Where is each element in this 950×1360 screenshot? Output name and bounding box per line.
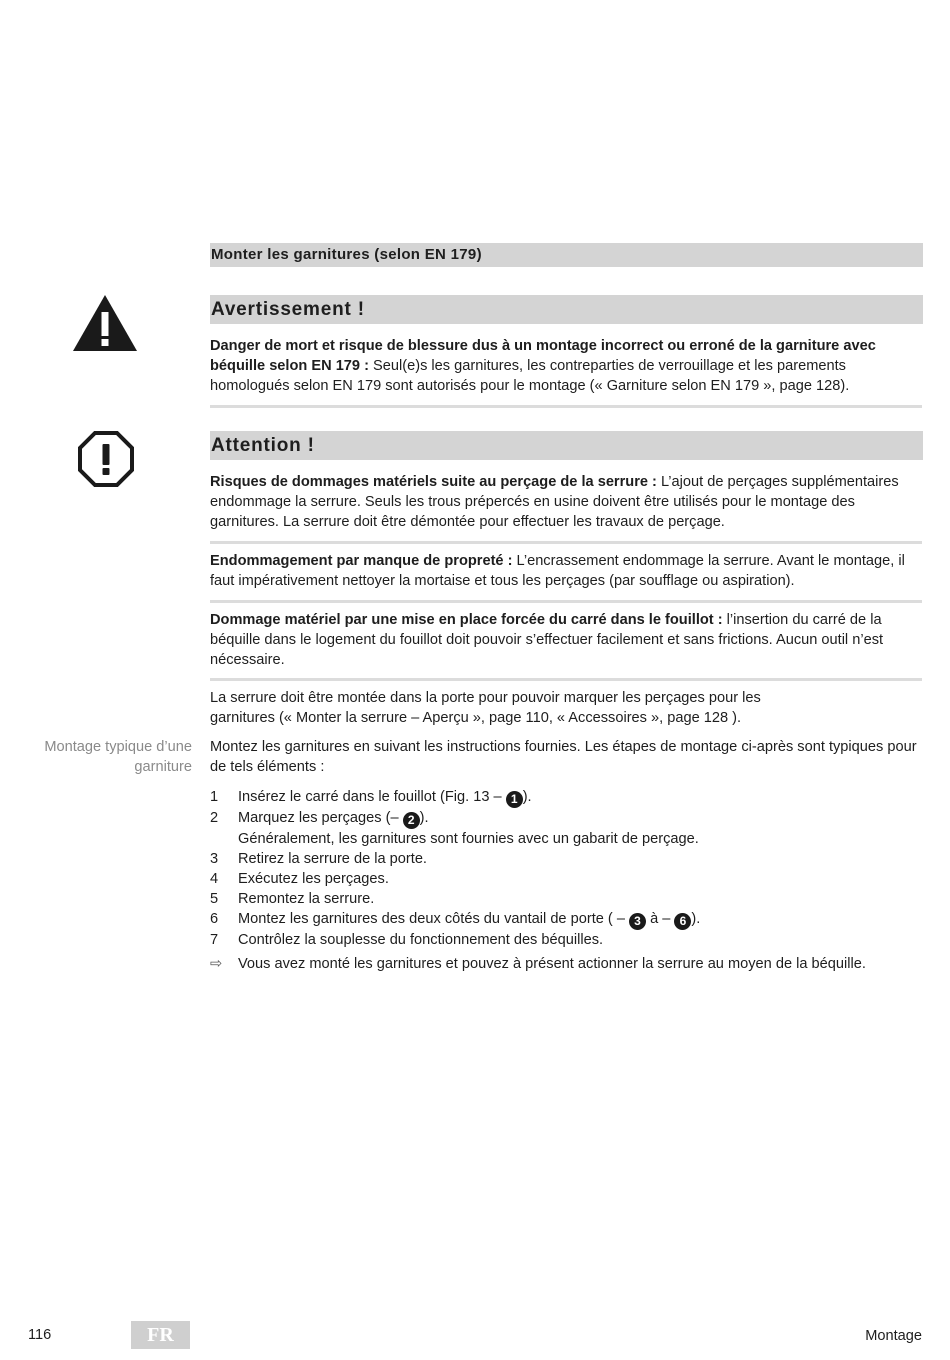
warning-body: Seul(e)s les garnitures, les contreparties de verrouillage et les parements homologués selon EN 179 sont autorisés pour le montage (« Garniture selon EN 179 », page 128). xyxy=(210,358,850,394)
attention-item-text: L’encrassement endommage la serrure. Avant le montage, il faut impérativement nettoyer la mortaise et tous les perçages (par soufflage ou aspiration). xyxy=(210,553,905,589)
list-item xyxy=(210,930,922,950)
attention-heading: Attention ! xyxy=(210,431,923,460)
warning-text xyxy=(210,336,922,396)
attention-item-bold: Endommagement par manque de propreté : xyxy=(210,553,513,569)
list-item xyxy=(210,909,922,930)
circled-number-icon: 2 xyxy=(403,812,420,829)
step-text: Exécutez les perçages. xyxy=(238,871,389,887)
step-number: 5 xyxy=(210,891,219,907)
step-text: Marquez les perçages (– xyxy=(238,810,403,826)
step-number: 4 xyxy=(210,871,219,887)
step-number: 7 xyxy=(210,932,219,948)
result-item xyxy=(210,954,922,974)
step-text-end: ). xyxy=(691,911,701,927)
side-label: Montage typique d’une garniture xyxy=(44,739,192,775)
attention-item-bold: Risques de dommages matériels suite au perçage de la serrure : xyxy=(210,474,657,490)
list-item xyxy=(210,889,922,909)
list-item xyxy=(210,869,922,889)
step-number: 2 xyxy=(210,810,219,826)
attention-item-text: L’ajout de perçages supplémentaires endommage la serrure. Seuls les trous prépercés en usine doivent être utilisés pour le montage des garnitures. La serrure doit être démontée pour effectuer les travaux de perçage. xyxy=(210,474,899,530)
attention-item-text: l’insertion du carré de la béquille dans le logement du fouillot doit pouvoir s’effectuer facilement et sans frictions. Aucun outil n’est nécessaire. xyxy=(210,612,884,668)
page-number: 116 xyxy=(28,1327,52,1343)
step-text-mid: à – xyxy=(646,911,675,927)
note-paragraph: La serrure doit être montée dans la porte pour pouvoir marquer les perçages pour les garnitures (« Monter la serrure – Aperçu », page 110, « Accessoires », page 128 ). xyxy=(210,690,761,726)
step-text: Montez les garnitures des deux côtés du vantail de porte ( – xyxy=(238,911,630,927)
warning-bold-lead: Danger de mort et risque de blessure dus à un montage incorrect ou erroné de la garniture avec béquille selon EN 179 : xyxy=(210,338,876,374)
chapter-name: Montage xyxy=(865,1328,922,1344)
circled-number-icon: 1 xyxy=(506,791,523,808)
divider xyxy=(210,600,922,603)
intro-paragraph: Montez les garnitures en suivant les instructions fournies. Les étapes de montage ci-après sont typiques pour de tels éléments : xyxy=(210,739,917,775)
step-text-end: ). xyxy=(522,789,532,805)
arrow-right-outline-icon: ⇨ xyxy=(210,956,223,972)
step-number: 3 xyxy=(210,851,219,867)
step-number: 1 xyxy=(210,789,219,805)
attention-item-bold: Dommage matériel par une mise en place forcée du carré dans le fouillot : xyxy=(210,612,723,628)
step-text: Remontez la serrure. xyxy=(238,891,375,907)
list-item xyxy=(210,787,922,808)
divider xyxy=(210,678,922,681)
step-number: 6 xyxy=(210,911,219,927)
circled-number-icon: 3 xyxy=(629,913,646,930)
result-text: Vous avez monté les garnitures et pouvez à présent actionner la serrure au moyen de la béquille. xyxy=(238,956,866,972)
attention-item xyxy=(210,551,922,591)
language-badge: FR xyxy=(131,1321,190,1349)
step-text: Contrôlez la souplesse du fonctionnement des béquilles. xyxy=(238,932,604,948)
warning-triangle-icon xyxy=(73,295,137,352)
step-text: Insérez le carré dans le fouillot (Fig. 13 – xyxy=(238,789,506,805)
list-item xyxy=(210,808,922,849)
attention-item xyxy=(210,610,922,670)
attention-item xyxy=(210,472,922,532)
divider xyxy=(210,405,922,408)
circled-number-icon: 6 xyxy=(674,913,691,930)
step-text-end: ). xyxy=(419,810,429,826)
step-text: Retirez la serrure de la porte. xyxy=(238,851,427,867)
steps-list xyxy=(210,787,922,974)
section-title: Monter les garnitures (selon EN 179) xyxy=(210,243,923,267)
divider xyxy=(210,541,922,544)
warning-heading: Avertissement ! xyxy=(210,295,923,324)
list-item xyxy=(210,849,922,869)
exclamation-octagon-icon xyxy=(78,431,134,487)
step-subtext: Généralement, les garnitures sont fournies avec un gabarit de perçage. xyxy=(238,831,699,847)
